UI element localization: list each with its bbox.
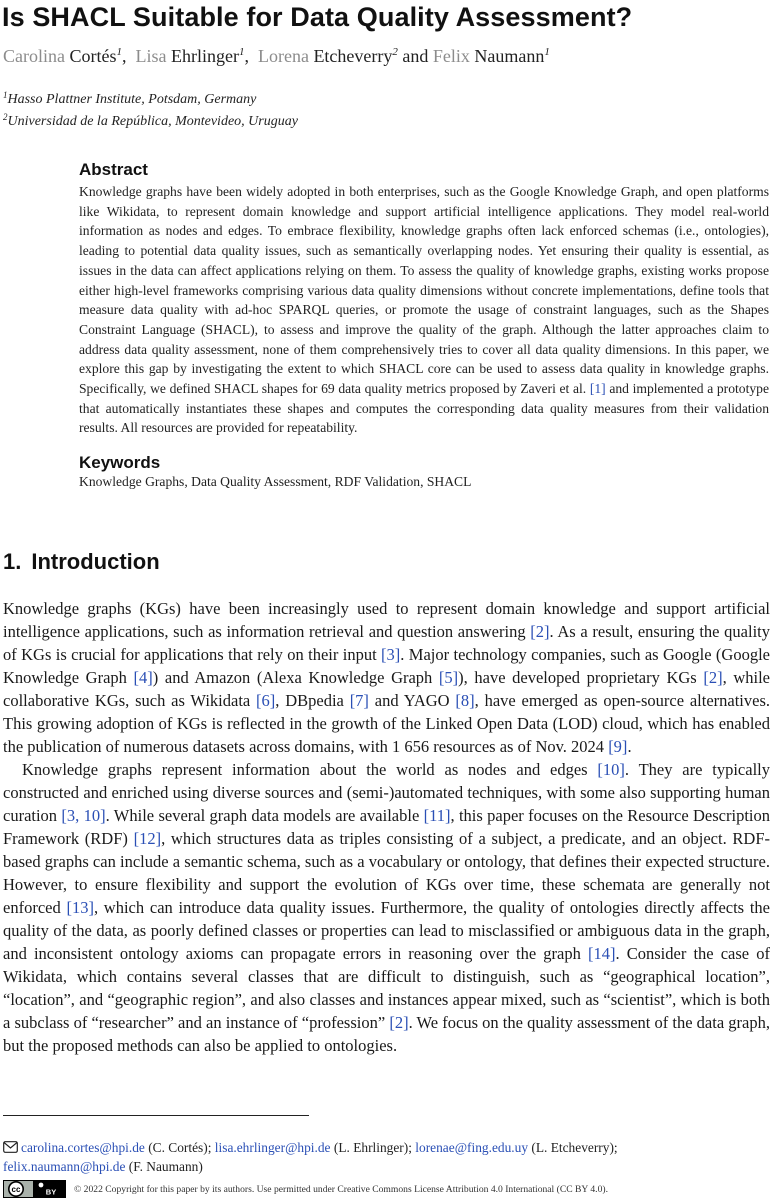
envelope-icon [3,1141,18,1153]
citation-link[interactable]: [2] [389,1013,409,1032]
citation-link[interactable]: [3, 10] [61,806,106,825]
citation-link[interactable]: [9] [608,737,628,756]
cc-by-license-icon [3,1180,66,1198]
affiliation-1: $^1$Hasso Plattner Institute, Potsdam, Germany [3,90,257,107]
citation-link[interactable]: [6] [256,691,276,710]
keywords-list: Knowledge Graphs, Data Quality Assessment, RDF Validation, SHACL [79,474,472,489]
section-heading-introduction: 1. Introduction [3,549,160,574]
paper-title: Is SHACL Suitable for Data Quality Assessment? [2,2,633,32]
email-link[interactable]: lorenae@fing.edu.uy [415,1140,529,1155]
citation-link[interactable]: [13] [66,898,94,917]
citation-link[interactable]: [2] [703,668,723,687]
author-and: and [402,46,429,66]
citation-link[interactable]: [3] [381,645,401,664]
citation-link[interactable]: [10] [597,760,625,779]
footnote-rule [3,1115,309,1116]
citation-link[interactable]: [8] [455,691,475,710]
affiliation-2: $^2$Universidad de la República, Montevideo, Uruguay [3,112,298,129]
citation-link[interactable]: [1] [589,381,606,397]
svg-text:cc: cc [11,1185,21,1194]
citation-link[interactable]: [14] [587,944,616,963]
svg-text:BY: BY [45,1187,57,1197]
introduction-body [3,597,770,1057]
author-1: Carolina Cortés$^1$ [3,46,122,66]
email-link[interactable]: lisa.ehrlinger@hpi.de [214,1140,331,1155]
paragraph-1: Knowledge graphs (KGs) have been increasingly used to represent domain knowledge and support artificial intelligence applications, such as information retrieval and question answering [2]. As a result, ensuring the quality of KGs is crucial for applications that rely on their input [3]. Major technology companies, such as Google (Google Knowledge Graph [4]) and Amazon (Alexa Knowledge Graph [5]), have developed proprietary KGs [2], while collaborative KGs, such as Wikidata [6], DBpedia [7] and YAGO [8], have emerged as open-source alternatives. This growing adoption of KGs is reflected in the growth of the Linked Open Data (LOD) cloud, which has enabled the publication of numerous datasets across domains, with 1 656 resources as of Nov. 2024 [9]. [3,599,770,756]
citation-link[interactable]: [2] [530,622,550,641]
author-4: Felix Naumann$^1$ [432,46,550,66]
citation-link[interactable]: [5] [438,668,459,687]
citation-link[interactable]: [4] [133,668,153,687]
author-list: Carolina Cortés$^1$, Lisa Ehrlinger$^1$, Lorena Etcheverry$^2$ and Felix Naumann$^1$ [3,46,550,66]
author-3: Lorena Etcheverry$^2$ [257,46,398,66]
license-line [3,1180,608,1198]
keywords-heading: Keywords [79,453,161,472]
abstract-heading: Abstract [79,160,148,179]
footnote-emails: carolina.cortes@hpi.de (C. Cortés); lisa.ehrlinger@hpi.de (L. Ehrlinger); lorenae@fing.edu.uy (L. Etcheverry); felix.naumann@hpi.de (F. Naumann) [3,1140,618,1174]
citation-link[interactable]: [7] [349,691,369,710]
license-text: © 2022 Copyright for this paper by its authors. Use permitted under Creative Commons License Attribution 4.0 International (CC BY 4.0). [74,1183,608,1195]
email-link[interactable]: carolina.cortes@hpi.de [21,1140,145,1155]
citation-link[interactable]: [11] [423,806,451,825]
email-link[interactable]: felix.naumann@hpi.de [3,1159,126,1174]
abstract-body: Knowledge graphs have been widely adopted in both enterprises, such as the Google Knowledge Graph, and open platforms like Wikidata, to represent domain knowledge and support artificial intelligence applications. They model real-world information as nodes and edges. To embrace flexibility, knowledge graphs often lack enforced schemas (i.e., ontologies), leading to potential data quality issues, such as semantically overlapping nodes. Yet ensuring their quality is essential, as issues in the data can affect applications relying on them. To assess the quality of knowledge graphs, existing works propose either high-level frameworks comprising various data quality dimensions without concrete implementations, define tools that measure data quality with ad-hoc SPARQL queries, or promote the usage of constraint languages, such as the Shapes Constraint Language (SHACL), to assess and improve the quality of the graph. Although the latter approaches claim to address data quality assessment, none of them comprehensively tries to cover all data quality dimensions. In this paper, we explore this gap by investigating the extent to which SHACL core can be used to assess data quality in knowledge graphs. Specifically, we defined SHACL shapes for 69 data quality metrics proposed by Zaveri et al. [1] and implemented a prototype that automatically instantiates these shapes and computes the corresponding data quality measures from their validation results. All resources are provided for repeatability. [79,184,769,436]
paragraph-2: Knowledge graphs represent information about the world as nodes and edges [10]. They are typically constructed and enriched using diverse sources and (semi-)automated techniques, with some also supporting human curation [3, 10]. While several graph data models are available [11], this paper focuses on the Resource Description Framework (RDF) [12], which structures data as triples consisting of a subject, a predicate, and an object. RDF-based graphs can include a semantic schema, such as a vocabulary or ontology, that defines their expected structure. However, to ensure flexibility and support the evolution of KGs over time, these schemata are generally not enforced [13], which can introduce data quality issues. Furthermore, the quality of ontologies directly affects the quality of the data, as poorly defined classes or properties can lead to misclassified or ambiguous data in the graph, and inconsistent ontology axioms can propagate errors in reasoning over the graph [14]. Consider the case of Wikidata, which contains several classes that are difficult to distinguish, such as “geographical location”, “location”, and “geographic region”, and also classes and instances appear mixed, such as “scientist”, which is both a subclass of “researcher” and an instance of “profession” [2]. We focus on the quality assessment of the data graph, but the proposed methods can also be applied to ontologies. [3,760,770,1055]
citation-link[interactable]: [12] [133,829,162,848]
author-2: Lisa Ehrlinger$^1$ [135,46,245,66]
